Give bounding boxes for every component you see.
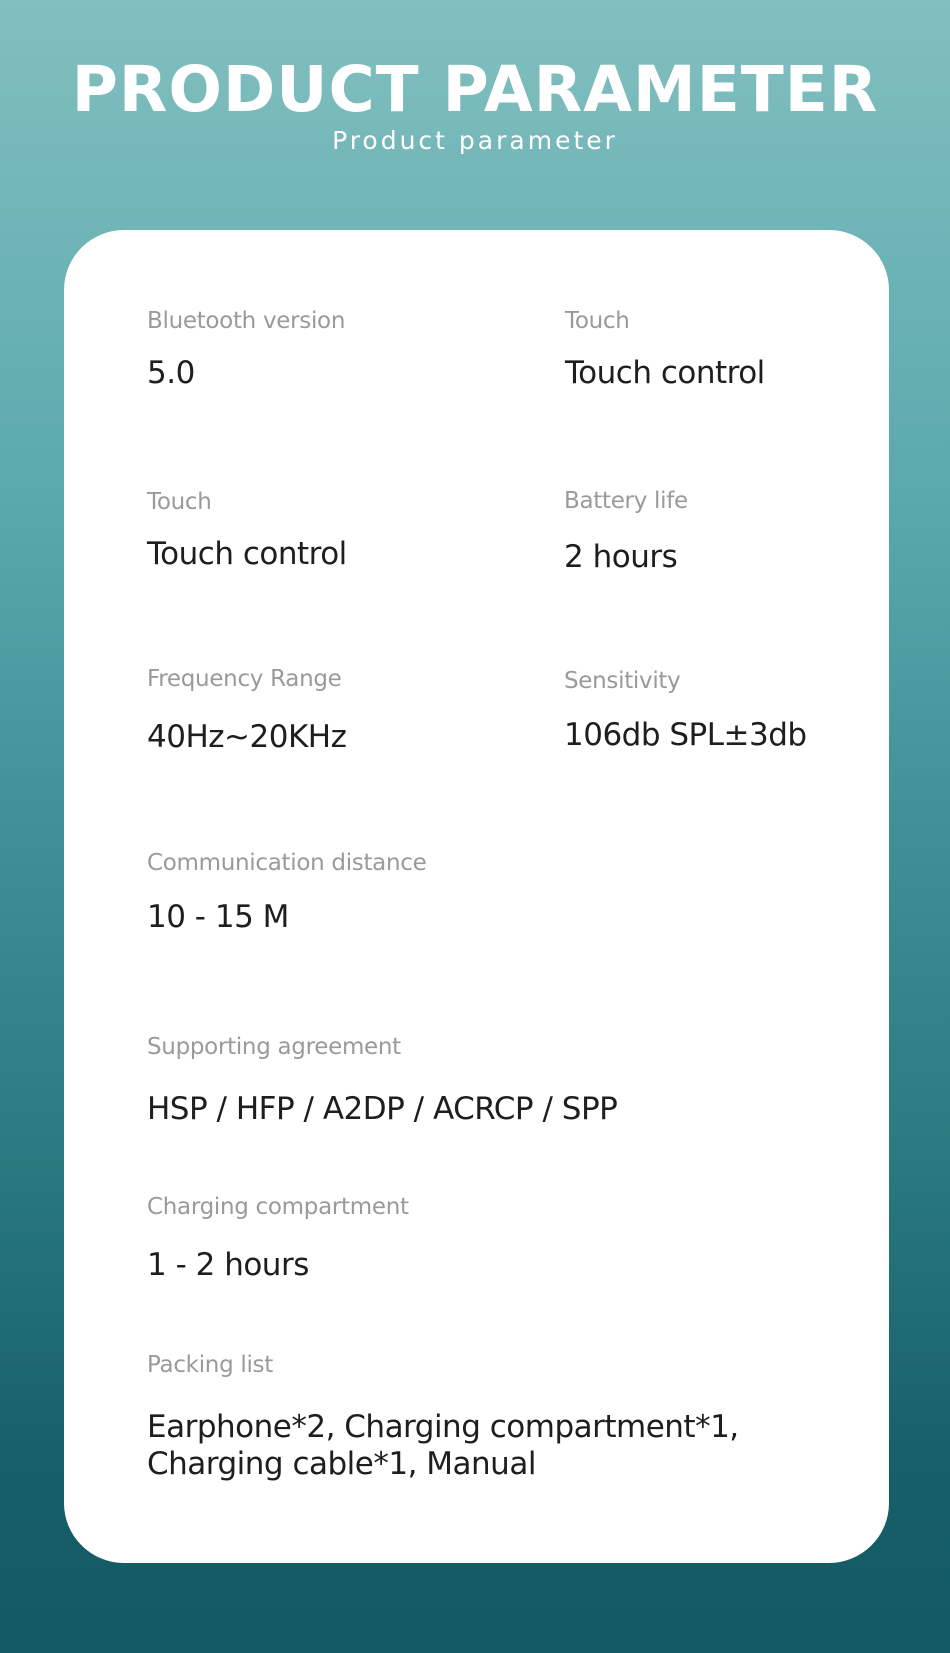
param-value: 10 - 15 M <box>147 899 289 935</box>
param-label: Supporting agreement <box>147 1034 401 1060</box>
param-label: Sensitivity <box>564 668 681 694</box>
param-value: 5.0 <box>147 355 195 391</box>
param-value: 2 hours <box>564 539 678 575</box>
param-value: 1 - 2 hours <box>147 1247 309 1283</box>
parameter-card <box>64 230 889 1563</box>
param-sensitivity <box>564 667 807 754</box>
page-title: PRODUCT PARAMETER <box>71 53 879 126</box>
param-label: Bluetooth version <box>147 308 346 334</box>
param-label: Packing list <box>147 1352 273 1378</box>
param-supporting-agreement <box>147 1033 617 1128</box>
param-label: Communication distance <box>147 850 427 876</box>
param-value: 40Hz~20KHz <box>147 719 347 755</box>
param-communication-distance <box>147 849 426 936</box>
param-value: Earphone*2, Charging compartment*1, Charging cable*1, Manual <box>147 1409 739 1482</box>
param-touch-1 <box>565 307 765 392</box>
param-frequency-range <box>147 665 346 756</box>
param-value: Touch control <box>147 536 347 572</box>
param-label: Charging compartment <box>147 1194 409 1220</box>
param-label: Frequency Range <box>147 666 342 692</box>
page-header <box>0 52 950 156</box>
param-value: 106db SPL±3db <box>564 717 807 753</box>
page-subtitle: Product parameter <box>332 126 618 155</box>
param-label: Touch <box>565 308 630 334</box>
param-value: Touch control <box>565 355 765 391</box>
param-battery-life <box>564 487 688 576</box>
param-bluetooth-version <box>147 307 345 392</box>
param-charging-compartment <box>147 1193 409 1284</box>
param-label: Touch <box>147 489 212 515</box>
param-label: Battery life <box>564 488 688 514</box>
param-value: HSP / HFP / A2DP / ACRCP / SPP <box>147 1091 618 1127</box>
param-touch-2 <box>147 488 347 573</box>
param-packing-list <box>147 1351 807 1483</box>
